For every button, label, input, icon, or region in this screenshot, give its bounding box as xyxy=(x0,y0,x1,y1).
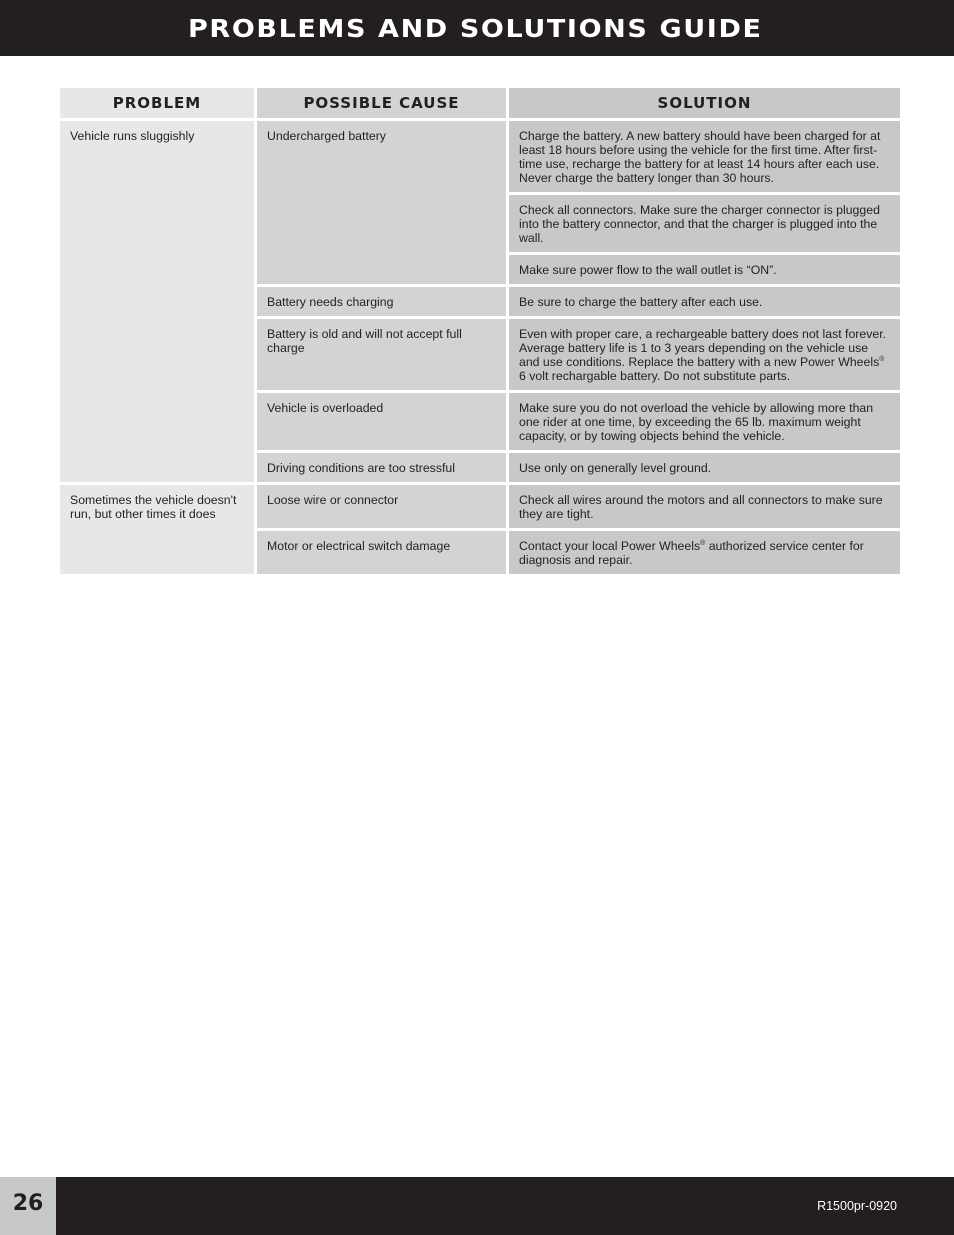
solution-cell: Make sure power flow to the wall outlet is “ON”. xyxy=(509,255,900,284)
problems-solutions-table xyxy=(57,85,903,577)
footer-bar xyxy=(0,1177,954,1235)
possible-cause-cell: Battery needs charging xyxy=(257,287,506,316)
table-row xyxy=(60,485,900,528)
page-title: PROBLEMS AND SOLUTIONS GUIDE xyxy=(188,14,763,43)
solution-cell: Make sure you do not overload the vehicle by allowing more than one rider at one time, by exceeding the 65 lb. maximum weight capacity, or by towing objects behind the vehicle. xyxy=(509,393,900,450)
table-body xyxy=(60,121,900,574)
solution-text: authorized service center for diagnosis and repair. xyxy=(519,539,864,567)
solution-cell: Check all connectors. Make sure the charger connector is plugged into the battery connector, and that the charger is plugged into the wall. xyxy=(509,195,900,252)
possible-cause-cell: Loose wire or connector xyxy=(257,485,506,528)
table-header-row xyxy=(60,88,900,118)
solution-cell: Charge the battery. A new battery should have been charged for at least 18 hours before using the vehicle for the first time. After first-time use, recharge the battery for at least 14 hours after each use. Never charge the battery longer than 30 hours. xyxy=(509,121,900,192)
column-header-possible-cause: POSSIBLE CAUSE xyxy=(257,88,506,118)
solution-text: Contact your local Power Wheels xyxy=(519,539,701,553)
solution-text: Even with proper care, a rechargeable battery does not last forever. Average battery life is 1 to 3 years depending on the vehicle use and use conditions. Replace the battery with a new Power Wheels xyxy=(519,327,887,369)
solution-cell: Check all wires around the motors and all connectors to make sure they are tight. xyxy=(509,485,900,528)
possible-cause-cell: Battery is old and will not accept full charge xyxy=(257,319,506,390)
table-row xyxy=(60,121,900,192)
solution-cell xyxy=(509,531,900,574)
possible-cause-cell: Motor or electrical switch damage xyxy=(257,531,506,574)
possible-cause-cell: Undercharged battery xyxy=(257,121,506,284)
column-header-problem: PROBLEM xyxy=(60,88,254,118)
registered-trademark-mark: ® xyxy=(879,356,885,363)
header-bar xyxy=(0,0,954,56)
possible-cause-cell: Driving conditions are too stressful xyxy=(257,453,506,482)
solution-cell: Be sure to charge the battery after each use. xyxy=(509,287,900,316)
solution-cell: Use only on generally level ground. xyxy=(509,453,900,482)
solution-cell xyxy=(509,319,900,390)
possible-cause-cell: Vehicle is overloaded xyxy=(257,393,506,450)
registered-trademark-mark: ® xyxy=(700,540,706,547)
problem-cell: Sometimes the vehicle doesn't run, but other times it does xyxy=(60,485,254,574)
solution-text: 6 volt rechargable battery. Do not substitute parts. xyxy=(519,369,791,383)
page-number: 26 xyxy=(12,1191,44,1216)
problem-cell: Vehicle runs sluggishly xyxy=(60,121,254,482)
column-header-solution: SOLUTION xyxy=(509,88,900,118)
document-code: R1500pr-0920 xyxy=(817,1199,897,1213)
